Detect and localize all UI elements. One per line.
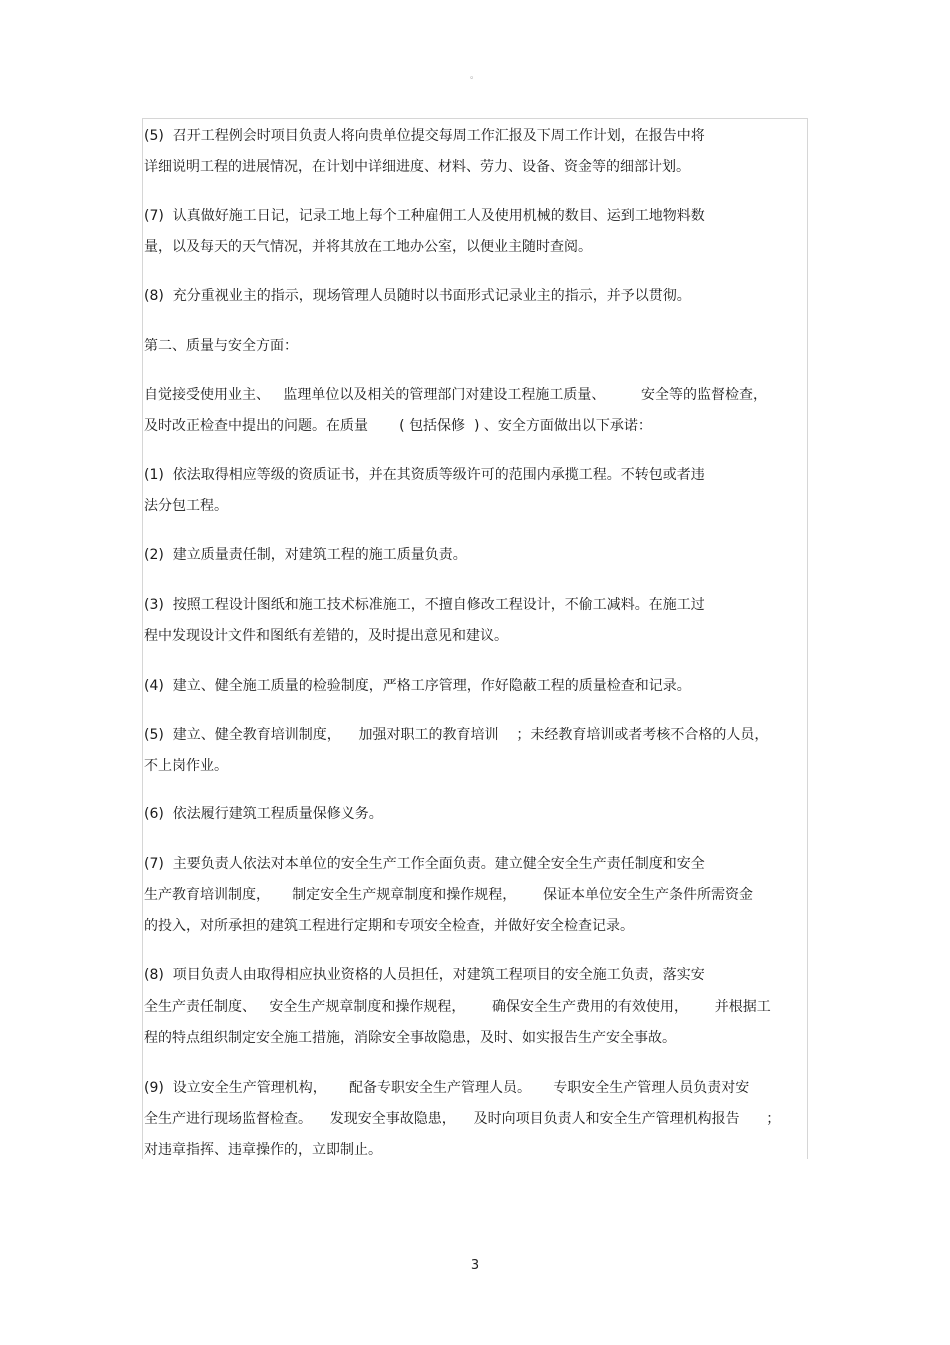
text-line: 全生产责任制度、 安全生产规章制度和操作规程， 确保安全生产费用的有效使用， 并根据工 xyxy=(144,999,771,1015)
text-line: 对违章指挥、违章操作的，立即制止。 xyxy=(144,1142,382,1158)
text-line: 程中发现设计文件和图纸有差错的，及时提出意见和建议。 xyxy=(144,628,508,644)
text-line: 的投入，对所承担的建筑工程进行定期和专项安全检查，并做好安全检查记录。 xyxy=(144,918,634,934)
text-line: (8) 充分重视业主的指示，现场管理人员随时以书面形式记录业主的指示，并予以贯彻。 xyxy=(144,288,691,304)
text-line: (2) 建立质量责任制，对建筑工程的施工质量负责。 xyxy=(144,547,467,563)
text-line: (8) 项目负责人由取得相应执业资格的人员担任，对建筑工程项目的安全施工负责，落实安 xyxy=(144,967,705,983)
text-line: (7) 认真做好施工日记，记录工地上每个工种雇佣工人及使用机械的数目、运到工地物料数 xyxy=(144,208,705,224)
text-line: 生产教育培训制度， 制定安全生产规章制度和操作规程， 保证本单位安全生产条件所需资金 xyxy=(144,887,753,903)
section-heading: 第二、质量与安全方面： xyxy=(144,338,298,354)
text-line: (9) 设立安全生产管理机构， 配备专职安全生产管理人员。 专职安全生产管理人员负责对安 xyxy=(144,1080,750,1096)
text-line: (5) 建立、健全教育培训制度， 加强对职工的教育培训 ；未经教育培训或者考核不合格的人员， xyxy=(144,727,769,743)
header-mark: 。 xyxy=(470,71,480,81)
text-line: 全生产进行现场监督检查。 发现安全事故隐患， 及时向项目负责人和安全生产管理机构报告 ； xyxy=(144,1111,781,1127)
text-line: 不上岗作业。 xyxy=(144,758,228,774)
text-line: 量，以及每天的天气情况，并将其放在工地办公室，以便业主随时查阅。 xyxy=(144,239,592,255)
text-line: 及时改正检查中提出的问题。在质量 ( 包括保修 ) 、安全方面做出以下承诺： xyxy=(144,418,652,434)
text-line: 程的特点组织制定安全施工措施，消除安全事故隐患，及时、如实报告生产安全事故。 xyxy=(144,1030,676,1046)
page-number: 3 xyxy=(470,1258,480,1273)
text-line: (5) 召开工程例会时项目负责人将向贵单位提交每周工作汇报及下周工作计划，在报告中将 xyxy=(144,128,705,144)
text-line: 自觉接受使用业主、 监理单位以及相关的管理部门对建设工程施工质量、 安全等的监督检查， xyxy=(144,387,767,403)
text-line: (4) 建立、健全施工质量的检验制度，严格工序管理，作好隐蔽工程的质量检查和记录。 xyxy=(144,678,691,694)
text-line: (3) 按照工程设计图纸和施工技术标准施工，不擅自修改工程设计，不偷工减料。在施工过 xyxy=(144,597,705,613)
text-line: (6) 依法履行建筑工程质量保修义务。 xyxy=(144,806,383,822)
text-line: (7) 主要负责人依法对本单位的安全生产工作全面负责。建立健全安全生产责任制度和安全 xyxy=(144,856,705,872)
text-line: 法分包工程。 xyxy=(144,498,228,514)
text-line: (1) 依法取得相应等级的资质证书，并在其资质等级许可的范围内承揽工程。不转包或者违 xyxy=(144,467,705,483)
text-line: 详细说明工程的进展情况，在计划中详细进度、材料、劳力、设备、资金等的细部计划。 xyxy=(144,159,690,175)
